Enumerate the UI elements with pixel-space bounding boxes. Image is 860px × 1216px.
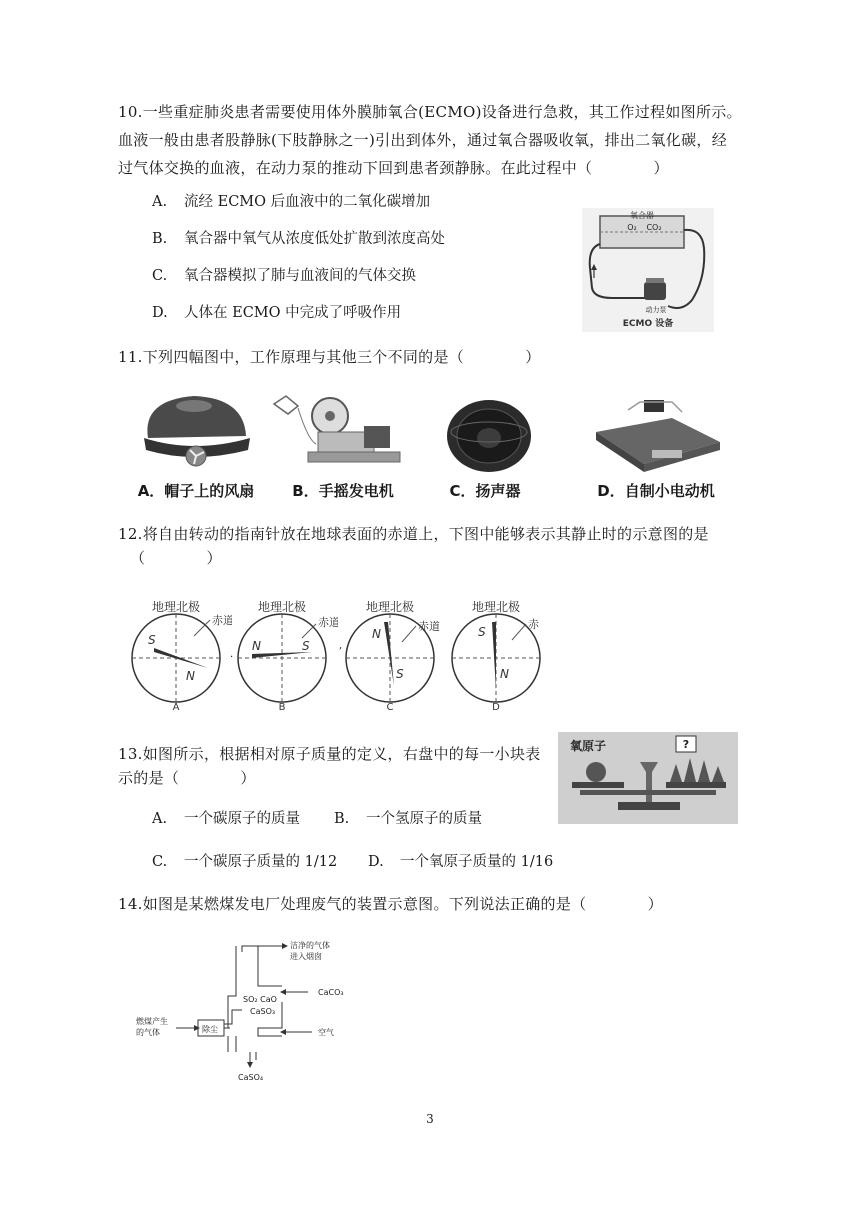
q10-stem-line-3: 过气体交换的血液，在动力泵的推动下回到患者颈静脉。在此过程中（ ） bbox=[118, 159, 669, 177]
q10-option-a[interactable]: A. 流经 ECMO 后血液中的二氧化碳增加 bbox=[152, 194, 431, 210]
caso4-label: CaSO₄ bbox=[238, 1073, 264, 1082]
q14-stem: 14.如图是某燃煤发电厂处理废气的装置示意图。下列说法正确的是（ ） bbox=[118, 895, 663, 913]
compass-a-equator-label: 赤道 bbox=[212, 614, 232, 627]
compass-c-bottom-label: S bbox=[396, 667, 404, 681]
caso3-label: CaSO₃ bbox=[250, 1007, 276, 1016]
q11-stem: 11.下列四幅图中，工作原理与其他三个不同的是（ ） bbox=[118, 348, 541, 366]
inlet-gas-label-1: 燃煤产生 bbox=[136, 1017, 168, 1026]
dust-removal-label: 除尘 bbox=[202, 1025, 218, 1034]
compass-c[interactable] bbox=[340, 596, 446, 712]
inlet-gas-label-2: 的气体 bbox=[136, 1028, 160, 1037]
separator-dot: · bbox=[230, 652, 234, 663]
q13-stem-line-2: 示的是（ ） bbox=[118, 769, 256, 787]
pump-label: 动力泵 bbox=[645, 306, 667, 314]
loudspeaker-image bbox=[444, 398, 534, 476]
q11-caption-c: C．扬声器 bbox=[449, 482, 521, 500]
compass-a[interactable] bbox=[126, 596, 232, 712]
caco3-label: CaCO₃ bbox=[318, 988, 344, 997]
compass-a-letter: A bbox=[172, 702, 180, 712]
q13-stem-line-1: 13.如图所示，根据相对原子质量的定义，右盘中的每一小块表 bbox=[118, 745, 541, 763]
compass-d[interactable] bbox=[446, 596, 552, 712]
compass-d-letter: D bbox=[492, 702, 500, 712]
compass-a-pole-label: 地理北极 bbox=[151, 600, 201, 614]
q13-option-d[interactable]: D. 一个氧原子质量的 1/16 bbox=[368, 854, 554, 870]
balance-figure bbox=[558, 732, 738, 824]
compass-c-equator-label: 赤道 bbox=[418, 620, 440, 633]
q13-option-b[interactable]: B. 一个氢原子的质量 bbox=[334, 811, 482, 827]
ecmo-caption: ECMO 设备 bbox=[622, 319, 674, 329]
q10-option-c[interactable]: C. 氧合器模拟了肺与血液间的气体交换 bbox=[152, 268, 416, 284]
compass-b[interactable] bbox=[232, 596, 338, 712]
hand-generator-image bbox=[268, 390, 406, 474]
q10-option-d[interactable]: D. 人体在 ECMO 中完成了呼吸作用 bbox=[152, 305, 402, 321]
separator-comma: , bbox=[339, 640, 343, 651]
compass-b-equator-label: 赤道 bbox=[318, 616, 338, 629]
compass-b-pole-label: 地理北极 bbox=[257, 600, 307, 614]
q10-stem-line-2: 血液一般由患者股静脉(下肢静脉之一)引出到体外，通过氧合器吸收氧，排出二氧化碳，经 bbox=[118, 131, 728, 149]
compass-d-equator-label: 赤 bbox=[528, 618, 539, 631]
compass-b-top-label: N bbox=[252, 639, 261, 653]
q12-stem-line-2: （ ） bbox=[130, 549, 222, 567]
q11-caption-b: B．手摇发电机 bbox=[292, 482, 394, 500]
clean-gas-label-1: 洁净的气体 bbox=[290, 941, 330, 950]
q11-caption-d: D．自制小电动机 bbox=[597, 482, 715, 500]
compass-d-bottom-label: N bbox=[500, 667, 509, 681]
ecmo-figure bbox=[582, 208, 714, 332]
question-mark-label: ? bbox=[682, 738, 690, 751]
oxygen-atom-label: 氧原子 bbox=[570, 739, 607, 753]
q10-stem-line-1: 10.一些重症肺炎患者需要使用体外膜肺氧合(ECMO)设备进行急救，其工作过程如图所示。 bbox=[118, 103, 742, 121]
clean-gas-label-2: 进入烟囱 bbox=[290, 952, 322, 961]
oxygenator-label: 氧合器 bbox=[630, 211, 654, 220]
compass-d-top-label: S bbox=[478, 625, 486, 639]
compass-a-bottom-label: N bbox=[186, 669, 195, 683]
air-label: 空气 bbox=[318, 1028, 334, 1037]
compass-a-top-label: S bbox=[148, 633, 156, 647]
q12-stem-line-1: 12.将自由转动的指南针放在地球表面的赤道上，下图中能够表示其静止时的示意图的是 bbox=[118, 525, 709, 543]
cap-fan-image bbox=[134, 392, 258, 474]
homemade-motor-image bbox=[592, 392, 724, 476]
compass-d-pole-label: 地理北极 bbox=[471, 600, 521, 614]
flue-gas-diagram bbox=[132, 940, 358, 1090]
page-number: 3 bbox=[426, 1112, 434, 1126]
compass-c-top-label: N bbox=[372, 627, 381, 641]
q13-option-c[interactable]: C. 一个碳原子质量的 1/12 bbox=[152, 854, 338, 870]
o2-label: O₂ bbox=[627, 223, 637, 232]
co2-label: CO₂ bbox=[646, 223, 662, 232]
compass-b-bottom-label: S bbox=[302, 639, 310, 653]
compass-c-pole-label: 地理北极 bbox=[365, 600, 415, 614]
compass-b-letter: B bbox=[278, 702, 286, 712]
so2-cao-label: SO₂ CaO bbox=[243, 995, 277, 1004]
q13-option-a[interactable]: A. 一个碳原子的质量 bbox=[152, 811, 300, 827]
q11-caption-a: A．帽子上的风扇 bbox=[137, 482, 255, 500]
q10-option-b[interactable]: B. 氧合器中氧气从浓度低处扩散到浓度高处 bbox=[152, 231, 445, 247]
compass-c-letter: C bbox=[386, 702, 394, 712]
